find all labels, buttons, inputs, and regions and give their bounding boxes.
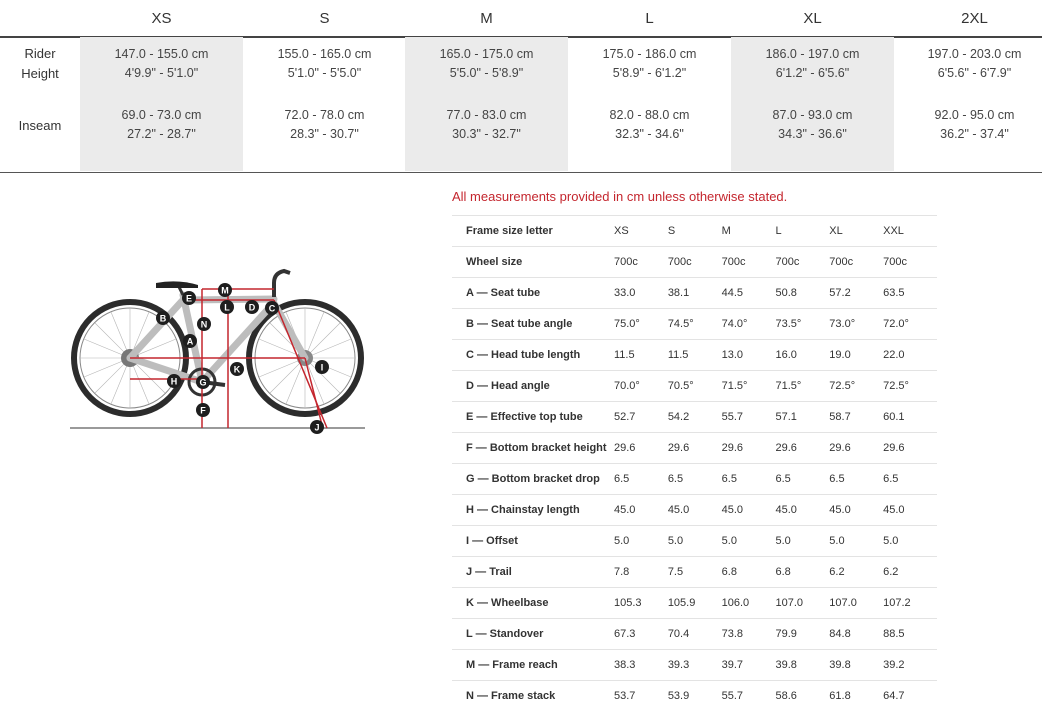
diagram-marker-e [182, 291, 196, 305]
geometry-value: 45.0 [775, 495, 829, 526]
row-label-inseam [0, 116, 80, 136]
diagram-marker-letter: D [248, 302, 256, 313]
size-cell [731, 106, 894, 144]
geometry-value: 79.9 [775, 619, 829, 650]
geometry-value: 107.0 [829, 588, 883, 619]
geometry-value: 107.2 [883, 588, 937, 619]
geometry-value: 73.8 [722, 619, 776, 650]
diagram-marker-letter: M [221, 285, 229, 296]
diagram-marker-letter: G [199, 377, 207, 388]
geometry-value: 700c [722, 247, 776, 278]
size-cell-inches: 36.2" - 37.4" [940, 127, 1009, 141]
row-label-line2: Height [21, 66, 59, 81]
geometry-value: 60.1 [883, 402, 937, 433]
geometry-value: 11.5 [668, 340, 722, 371]
geometry-value: 53.9 [668, 681, 722, 712]
geometry-value: XS [614, 216, 668, 247]
size-cell [80, 45, 243, 83]
geometry-row-label: C — Head tube length [452, 340, 614, 371]
geometry-value: 16.0 [775, 340, 829, 371]
geometry-row [452, 433, 937, 464]
geometry-value: 6.5 [883, 464, 937, 495]
diagram-marker-letter: J [314, 422, 320, 433]
geometry-table [452, 215, 937, 711]
geometry-row [452, 557, 937, 588]
geometry-value: 45.0 [722, 495, 776, 526]
geometry-value: 57.1 [775, 402, 829, 433]
geometry-row [452, 247, 937, 278]
geometry-value: 73.5° [775, 309, 829, 340]
geometry-value: 67.3 [614, 619, 668, 650]
geometry-value: 29.6 [668, 433, 722, 464]
geometry-value: 61.8 [829, 681, 883, 712]
size-cell-cm: 92.0 - 95.0 cm [934, 108, 1015, 122]
geometry-value: 107.0 [775, 588, 829, 619]
size-cell-cm: 165.0 - 175.0 cm [439, 47, 534, 61]
size-cell [80, 106, 243, 144]
diagram-marker-letter: H [170, 376, 178, 387]
geometry-value: 105.3 [614, 588, 668, 619]
size-cell [243, 45, 406, 83]
geometry-value: 29.6 [883, 433, 937, 464]
size-cell [568, 45, 731, 83]
geometry-value: 700c [883, 247, 937, 278]
size-cell [243, 106, 406, 144]
geometry-value: 6.5 [614, 464, 668, 495]
diagram-marker-letter: N [200, 319, 208, 330]
diagram-marker-letter: F [200, 405, 206, 416]
geometry-value: 11.5 [614, 340, 668, 371]
diagram-marker-letter: C [268, 303, 276, 314]
size-column-header: L [645, 10, 654, 27]
geometry-value: 7.5 [668, 557, 722, 588]
geometry-value: 64.7 [883, 681, 937, 712]
size-cell-cm: 155.0 - 165.0 cm [277, 47, 372, 61]
size-cell [893, 106, 1042, 144]
size-cell-cm: 69.0 - 73.0 cm [121, 108, 202, 122]
geometry-row-label: L — Standover [452, 619, 614, 650]
geometry-value: 29.6 [829, 433, 883, 464]
geometry-value: 73.0° [829, 309, 883, 340]
size-cell-cm: 197.0 - 203.0 cm [927, 47, 1022, 61]
diagram-marker-c [265, 301, 279, 315]
size-column-header: M [480, 10, 493, 27]
diagram-marker-letter: A [186, 336, 194, 347]
size-cell-cm: 82.0 - 88.0 cm [609, 108, 690, 122]
geometry-row [452, 588, 937, 619]
geometry-value: 75.0° [614, 309, 668, 340]
size-cell-inches: 34.3" - 36.6" [778, 127, 847, 141]
diagram-marker-letter: K [233, 364, 241, 375]
geometry-value: 72.0° [883, 309, 937, 340]
diagram-marker-n [197, 317, 211, 331]
geometry-value: 29.6 [775, 433, 829, 464]
geometry-header-row [452, 216, 937, 247]
geometry-row [452, 495, 937, 526]
size-cell-cm: 87.0 - 93.0 cm [772, 108, 853, 122]
geometry-value: XXL [883, 216, 937, 247]
size-cell-cm: 175.0 - 186.0 cm [602, 47, 697, 61]
geometry-value: 55.7 [722, 681, 776, 712]
geometry-value: 74.0° [722, 309, 776, 340]
geometry-row-label: K — Wheelbase [452, 588, 614, 619]
size-cell-inches: 5'1.0" - 5'5.0" [287, 66, 362, 80]
size-cell-cm: 147.0 - 155.0 cm [114, 47, 209, 61]
geometry-value: 6.5 [829, 464, 883, 495]
geometry-value: 6.8 [775, 557, 829, 588]
geometry-value: 5.0 [614, 526, 668, 557]
size-cell [405, 106, 568, 144]
geometry-value: 6.8 [722, 557, 776, 588]
size-column-header: XS [151, 10, 172, 27]
size-cell [893, 45, 1042, 83]
geometry-row-label: I — Offset [452, 526, 614, 557]
diagram-marker-l [220, 300, 234, 314]
size-cell-inches: 27.2" - 28.7" [127, 127, 196, 141]
geometry-value: 84.8 [829, 619, 883, 650]
geometry-row-label: Frame size letter [452, 216, 614, 247]
geometry-value: M [722, 216, 776, 247]
diagram-marker-d [245, 300, 259, 314]
size-cell-cm: 72.0 - 78.0 cm [284, 108, 365, 122]
geometry-value: 7.8 [614, 557, 668, 588]
diagram-marker-letter: I [320, 362, 324, 373]
geometry-value: 106.0 [722, 588, 776, 619]
geometry-value: 39.7 [722, 650, 776, 681]
geometry-value: 45.0 [614, 495, 668, 526]
geometry-row [452, 340, 937, 371]
size-cell-inches: 28.3" - 30.7" [290, 127, 359, 141]
geometry-value: 70.5° [668, 371, 722, 402]
geometry-row [452, 619, 937, 650]
geometry-value: 58.6 [775, 681, 829, 712]
row-label-rider-height [0, 44, 80, 84]
handlebar [274, 271, 290, 297]
geometry-value: 70.0° [614, 371, 668, 402]
geometry-value: 53.7 [614, 681, 668, 712]
size-cell-inches: 5'8.9" - 6'1.2" [612, 66, 687, 80]
bike-geometry-diagram [60, 255, 380, 440]
geometry-row [452, 526, 937, 557]
geometry-value: 39.8 [775, 650, 829, 681]
geometry-value: 74.5° [668, 309, 722, 340]
geometry-value: 71.5° [722, 371, 776, 402]
geometry-value: 5.0 [829, 526, 883, 557]
diagram-marker-letter: E [185, 293, 193, 304]
geometry-row [452, 371, 937, 402]
geometry-value: 39.2 [883, 650, 937, 681]
size-cell [405, 45, 568, 83]
geometry-value: 52.7 [614, 402, 668, 433]
geometry-value: 6.2 [883, 557, 937, 588]
geometry-value: 5.0 [722, 526, 776, 557]
geometry-value: 5.0 [883, 526, 937, 557]
saddle [156, 281, 198, 288]
geometry-value: 700c [775, 247, 829, 278]
geometry-value: S [668, 216, 722, 247]
geometry-value: 72.5° [829, 371, 883, 402]
geometry-value: 13.0 [722, 340, 776, 371]
size-cell-inches: 6'1.2" - 6'5.6" [775, 66, 850, 80]
geometry-value: 700c [668, 247, 722, 278]
diagram-marker-f [196, 403, 210, 417]
geometry-value: 39.8 [829, 650, 883, 681]
geometry-value: 38.1 [668, 278, 722, 309]
diagram-marker-j [310, 420, 324, 434]
geometry-row-label: N — Frame stack [452, 681, 614, 712]
geometry-value: 54.2 [668, 402, 722, 433]
diagram-marker-b [156, 311, 170, 325]
geometry-value: 700c [829, 247, 883, 278]
diagram-marker-letter: L [224, 302, 230, 313]
geometry-value: 29.6 [722, 433, 776, 464]
row-label-line1: Rider [24, 46, 56, 61]
geometry-row [452, 464, 937, 495]
geometry-value: 700c [614, 247, 668, 278]
geometry-value: 70.4 [668, 619, 722, 650]
geometry-value: 88.5 [883, 619, 937, 650]
size-cell-cm: 186.0 - 197.0 cm [765, 47, 860, 61]
geometry-row-label: G — Bottom bracket drop [452, 464, 614, 495]
geometry-value: 6.5 [668, 464, 722, 495]
geometry-value: 58.7 [829, 402, 883, 433]
divider [0, 172, 1042, 173]
diagram-marker-letter: B [159, 313, 167, 324]
geometry-row [452, 309, 937, 340]
geometry-row-label: J — Trail [452, 557, 614, 588]
size-cell-inches: 4'9.9" - 5'1.0" [124, 66, 199, 80]
geometry-row [452, 278, 937, 309]
diagram-marker-g [196, 375, 210, 389]
geometry-row-label: B — Seat tube angle [452, 309, 614, 340]
geometry-value: 72.5° [883, 371, 937, 402]
row-label-line1: Inseam [18, 118, 62, 133]
size-cell [731, 45, 894, 83]
geometry-value: 45.0 [883, 495, 937, 526]
measurement-note: All measurements provided in cm unless otherwise stated. [452, 189, 788, 204]
geometry-value: 44.5 [722, 278, 776, 309]
geometry-value: 33.0 [614, 278, 668, 309]
geometry-value: 45.0 [829, 495, 883, 526]
diagram-marker-a [183, 334, 197, 348]
geometry-row [452, 402, 937, 433]
geometry-value: 55.7 [722, 402, 776, 433]
size-column-header: 2XL [961, 10, 988, 27]
geometry-row [452, 650, 937, 681]
size-cell-inches: 6'5.6" - 6'7.9" [937, 66, 1012, 80]
geometry-value: 39.3 [668, 650, 722, 681]
geometry-value: 71.5° [775, 371, 829, 402]
size-cell [568, 106, 731, 144]
geometry-value: 6.5 [775, 464, 829, 495]
geometry-value: 45.0 [668, 495, 722, 526]
diagram-marker-i [315, 360, 329, 374]
geometry-row-label: D — Head angle [452, 371, 614, 402]
geometry-value: 50.8 [775, 278, 829, 309]
geometry-row-label: A — Seat tube [452, 278, 614, 309]
geometry-value: 5.0 [668, 526, 722, 557]
geometry-row-label: H — Chainstay length [452, 495, 614, 526]
diagram-marker-h [167, 374, 181, 388]
geometry-value: XL [829, 216, 883, 247]
geometry-value: 29.6 [614, 433, 668, 464]
geometry-value: 6.5 [722, 464, 776, 495]
size-cell-inches: 30.3" - 32.7" [452, 127, 521, 141]
size-column-header: XL [803, 10, 822, 27]
geometry-value: 38.3 [614, 650, 668, 681]
diagram-marker-k [230, 362, 244, 376]
geometry-value: L [775, 216, 829, 247]
size-column-header: S [319, 10, 330, 27]
size-cell-inches: 32.3" - 34.6" [615, 127, 684, 141]
size-cell-inches: 5'5.0" - 5'8.9" [449, 66, 524, 80]
geometry-value: 19.0 [829, 340, 883, 371]
geometry-value: 105.9 [668, 588, 722, 619]
size-cell-cm: 77.0 - 83.0 cm [446, 108, 527, 122]
geometry-row-label: F — Bottom bracket height [452, 433, 614, 464]
geometry-value: 5.0 [775, 526, 829, 557]
geometry-row [452, 681, 937, 712]
diagram-marker-m [218, 283, 232, 297]
geometry-value: 63.5 [883, 278, 937, 309]
geometry-row-label: E — Effective top tube [452, 402, 614, 433]
geometry-value: 22.0 [883, 340, 937, 371]
geometry-row-label: Wheel size [452, 247, 614, 278]
geometry-row-label: M — Frame reach [452, 650, 614, 681]
geometry-value: 57.2 [829, 278, 883, 309]
geometry-value: 6.2 [829, 557, 883, 588]
